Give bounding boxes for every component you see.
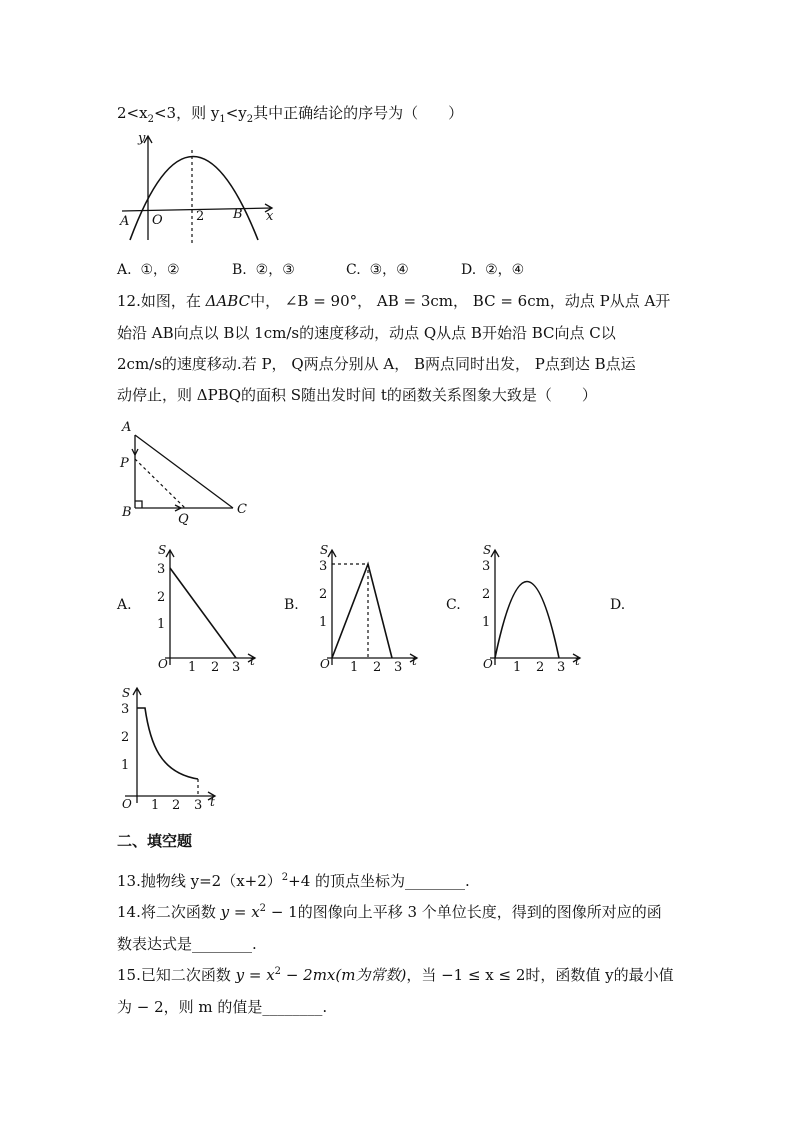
q11-lt: <y — [225, 104, 247, 122]
graph-d-t-label: t — [210, 795, 215, 809]
graph-b-y-tick-3: 3 — [319, 559, 328, 574]
graph-a-y-tick-3: 3 — [157, 562, 166, 577]
q12-option-a[interactable]: A. — [117, 597, 132, 613]
graph-d-y-tick-3: 3 — [121, 702, 130, 717]
q14-line-2: 数表达式是________. — [117, 935, 257, 953]
q11-cond-post: 其中正确结论的序号为（ ） — [253, 104, 464, 122]
q12-label-c: C — [237, 502, 247, 517]
q11-opt-d-letter: D. — [461, 262, 477, 278]
q12-label-b: B — [122, 505, 132, 520]
q11-cond-mid: <3，则 y — [153, 104, 220, 122]
q12-option-b[interactable]: B. — [284, 597, 299, 613]
graph-c-t-label: t — [575, 654, 580, 668]
q15-line1-a: 15.已知二次函数 — [117, 966, 236, 984]
graph-c-o-label: O — [483, 657, 493, 671]
q14-expr-b: − 1 — [266, 903, 298, 921]
q11-b-label: B — [233, 207, 243, 222]
graph-c-y-tick-3: 3 — [482, 559, 491, 574]
q12-side-ac — [135, 435, 233, 508]
graph-a-y-tick-2: 2 — [157, 590, 166, 605]
graph-c-curve — [495, 582, 559, 659]
q13-exponent: 2 — [281, 872, 289, 883]
q11-sub2b: 2 — [246, 114, 254, 125]
q11-sub2: 2 — [147, 114, 154, 125]
graph-c-s-label: S — [483, 543, 492, 557]
q11-o-label: O — [152, 213, 163, 228]
q14-line-1 — [117, 901, 662, 922]
graph-b-y-tick-2: 2 — [319, 587, 328, 602]
q13-text-c: +4 的顶点坐标为 — [288, 872, 406, 890]
q11-opt-c-letter: C. — [346, 262, 361, 278]
q11-opt-b-text: ②，③ — [255, 262, 295, 278]
q11-opt-d-text: ②，④ — [485, 262, 525, 278]
graph-d-x-tick-2: 2 — [172, 798, 181, 813]
q11-two-label: 2 — [196, 209, 205, 224]
graph-b-y-tick-1: 1 — [319, 615, 328, 630]
q11-cond-pre: 2<x — [117, 104, 148, 122]
q13-text-a: 13.抛物线 y=2（x+2） — [117, 872, 282, 890]
q12-triangle-figure — [115, 415, 265, 530]
q14-line1-a: 14.将二次函数 — [117, 903, 221, 921]
graph-c-x-tick-2: 2 — [536, 660, 545, 675]
q11-parabola-figure — [110, 128, 290, 248]
q14-exponent: 2 — [259, 903, 267, 914]
graph-d-y-tick-1: 1 — [121, 758, 130, 773]
q11-condition — [117, 102, 463, 125]
graph-d-curve — [137, 708, 198, 779]
graph-d-o-label: O — [122, 797, 132, 811]
q12-line-1 — [117, 290, 670, 311]
graph-d-x-tick-1: 1 — [151, 798, 160, 813]
q12-option-c[interactable]: C. — [446, 597, 461, 613]
q11-opt-a-text: ①，② — [140, 262, 180, 278]
q13-line — [117, 870, 470, 891]
q11-option-d[interactable] — [461, 259, 524, 279]
q11-a-label: A — [120, 214, 130, 229]
graph-a-o-label: O — [158, 657, 168, 671]
graph-a-curve — [170, 568, 236, 658]
graph-c-y-tick-1: 1 — [482, 615, 491, 630]
graph-a-x-tick-1: 1 — [188, 660, 197, 675]
q11-sub1: 1 — [219, 114, 226, 125]
q11-option-c[interactable] — [346, 259, 409, 279]
q15-expr: y = x — [235, 966, 275, 984]
graph-b-curve — [332, 564, 392, 658]
q12-graph-b — [312, 540, 432, 675]
q12-label-p: P — [120, 456, 129, 471]
q12-graph-d — [110, 683, 230, 813]
q15-exponent: 2 — [274, 966, 282, 977]
q11-parabola — [130, 157, 258, 241]
graph-d-s-label: S — [122, 686, 131, 700]
graph-b-t-label: t — [412, 654, 417, 668]
q11-option-a[interactable] — [117, 259, 180, 279]
q11-opt-c-text: ③，④ — [369, 262, 409, 278]
q12-graph-a — [150, 540, 270, 675]
q15-line-1 — [117, 964, 674, 985]
section-heading-fill-in: 二、填空题 — [117, 832, 193, 850]
graph-a-x-tick-3: 3 — [232, 660, 241, 675]
q12-line-4: 动停止，则 ΔPBQ的面积 S随出发时间 t的函数关系图象大致是（ ） — [117, 386, 597, 404]
graph-b-s-label: S — [320, 543, 329, 557]
graph-a-y-tick-1: 1 — [157, 617, 166, 632]
graph-b-o-label: O — [320, 657, 330, 671]
graph-a-x-tick-2: 2 — [211, 660, 220, 675]
q12-right-angle-mark — [135, 501, 142, 508]
q12-line-3: 2cm/s的速度移动.若 P， Q两点分别从 A， B两点同时出发， P点到达 B点运 — [117, 355, 636, 373]
q12-option-d[interactable]: D. — [610, 597, 626, 613]
q12-line1-b: 中， ∠B = 90°， AB = 3cm， BC = 6cm，动点 P从点 A开 — [250, 292, 671, 310]
q12-label-a: A — [122, 420, 132, 435]
graph-a-t-label: t — [250, 654, 255, 668]
q12-graph-c — [475, 540, 595, 675]
graph-c-x-tick-3: 3 — [557, 660, 566, 675]
graph-c-x-tick-1: 1 — [513, 660, 522, 675]
graph-b-x-tick-1: 1 — [350, 660, 359, 675]
q15-line1-b: ，当 −1 ≤ x ≤ 2时，函数值 y的最小值 — [406, 966, 674, 984]
q12-label-q: Q — [178, 512, 189, 527]
q11-opt-a-letter: A. — [117, 262, 132, 278]
q12-line1-a: 12.如图，在 — [117, 292, 206, 310]
graph-b-x-tick-3: 3 — [394, 660, 403, 675]
graph-a-s-label: S — [158, 543, 167, 557]
graph-d-x-tick-3: 3 — [194, 798, 203, 813]
q13-answer-blank[interactable]: ________. — [405, 872, 470, 890]
q11-x-label: x — [266, 209, 274, 224]
q11-option-b[interactable] — [232, 259, 295, 279]
q11-y-label: y — [138, 131, 146, 146]
q14-expr: y = x — [220, 903, 260, 921]
q12-triangle: ΔABC — [205, 292, 251, 310]
q12-line-2: 始沿 AB向点以 B以 1cm/s的速度移动，动点 Q从点 B开始沿 BC向点 C以 — [117, 324, 616, 342]
q15-expr-b: − 2mx(m为常数) — [281, 966, 407, 984]
q11-opt-b-letter: B. — [232, 262, 247, 278]
graph-b-x-tick-2: 2 — [373, 660, 382, 675]
q15-line-2: 为 − 2，则 m 的值是________. — [117, 998, 328, 1016]
graph-c-y-tick-2: 2 — [482, 587, 491, 602]
graph-d-y-tick-2: 2 — [121, 730, 130, 745]
q14-line1-b: 的图像向上平移 3 个单位长度，得到的图像所对应的函 — [297, 903, 662, 921]
